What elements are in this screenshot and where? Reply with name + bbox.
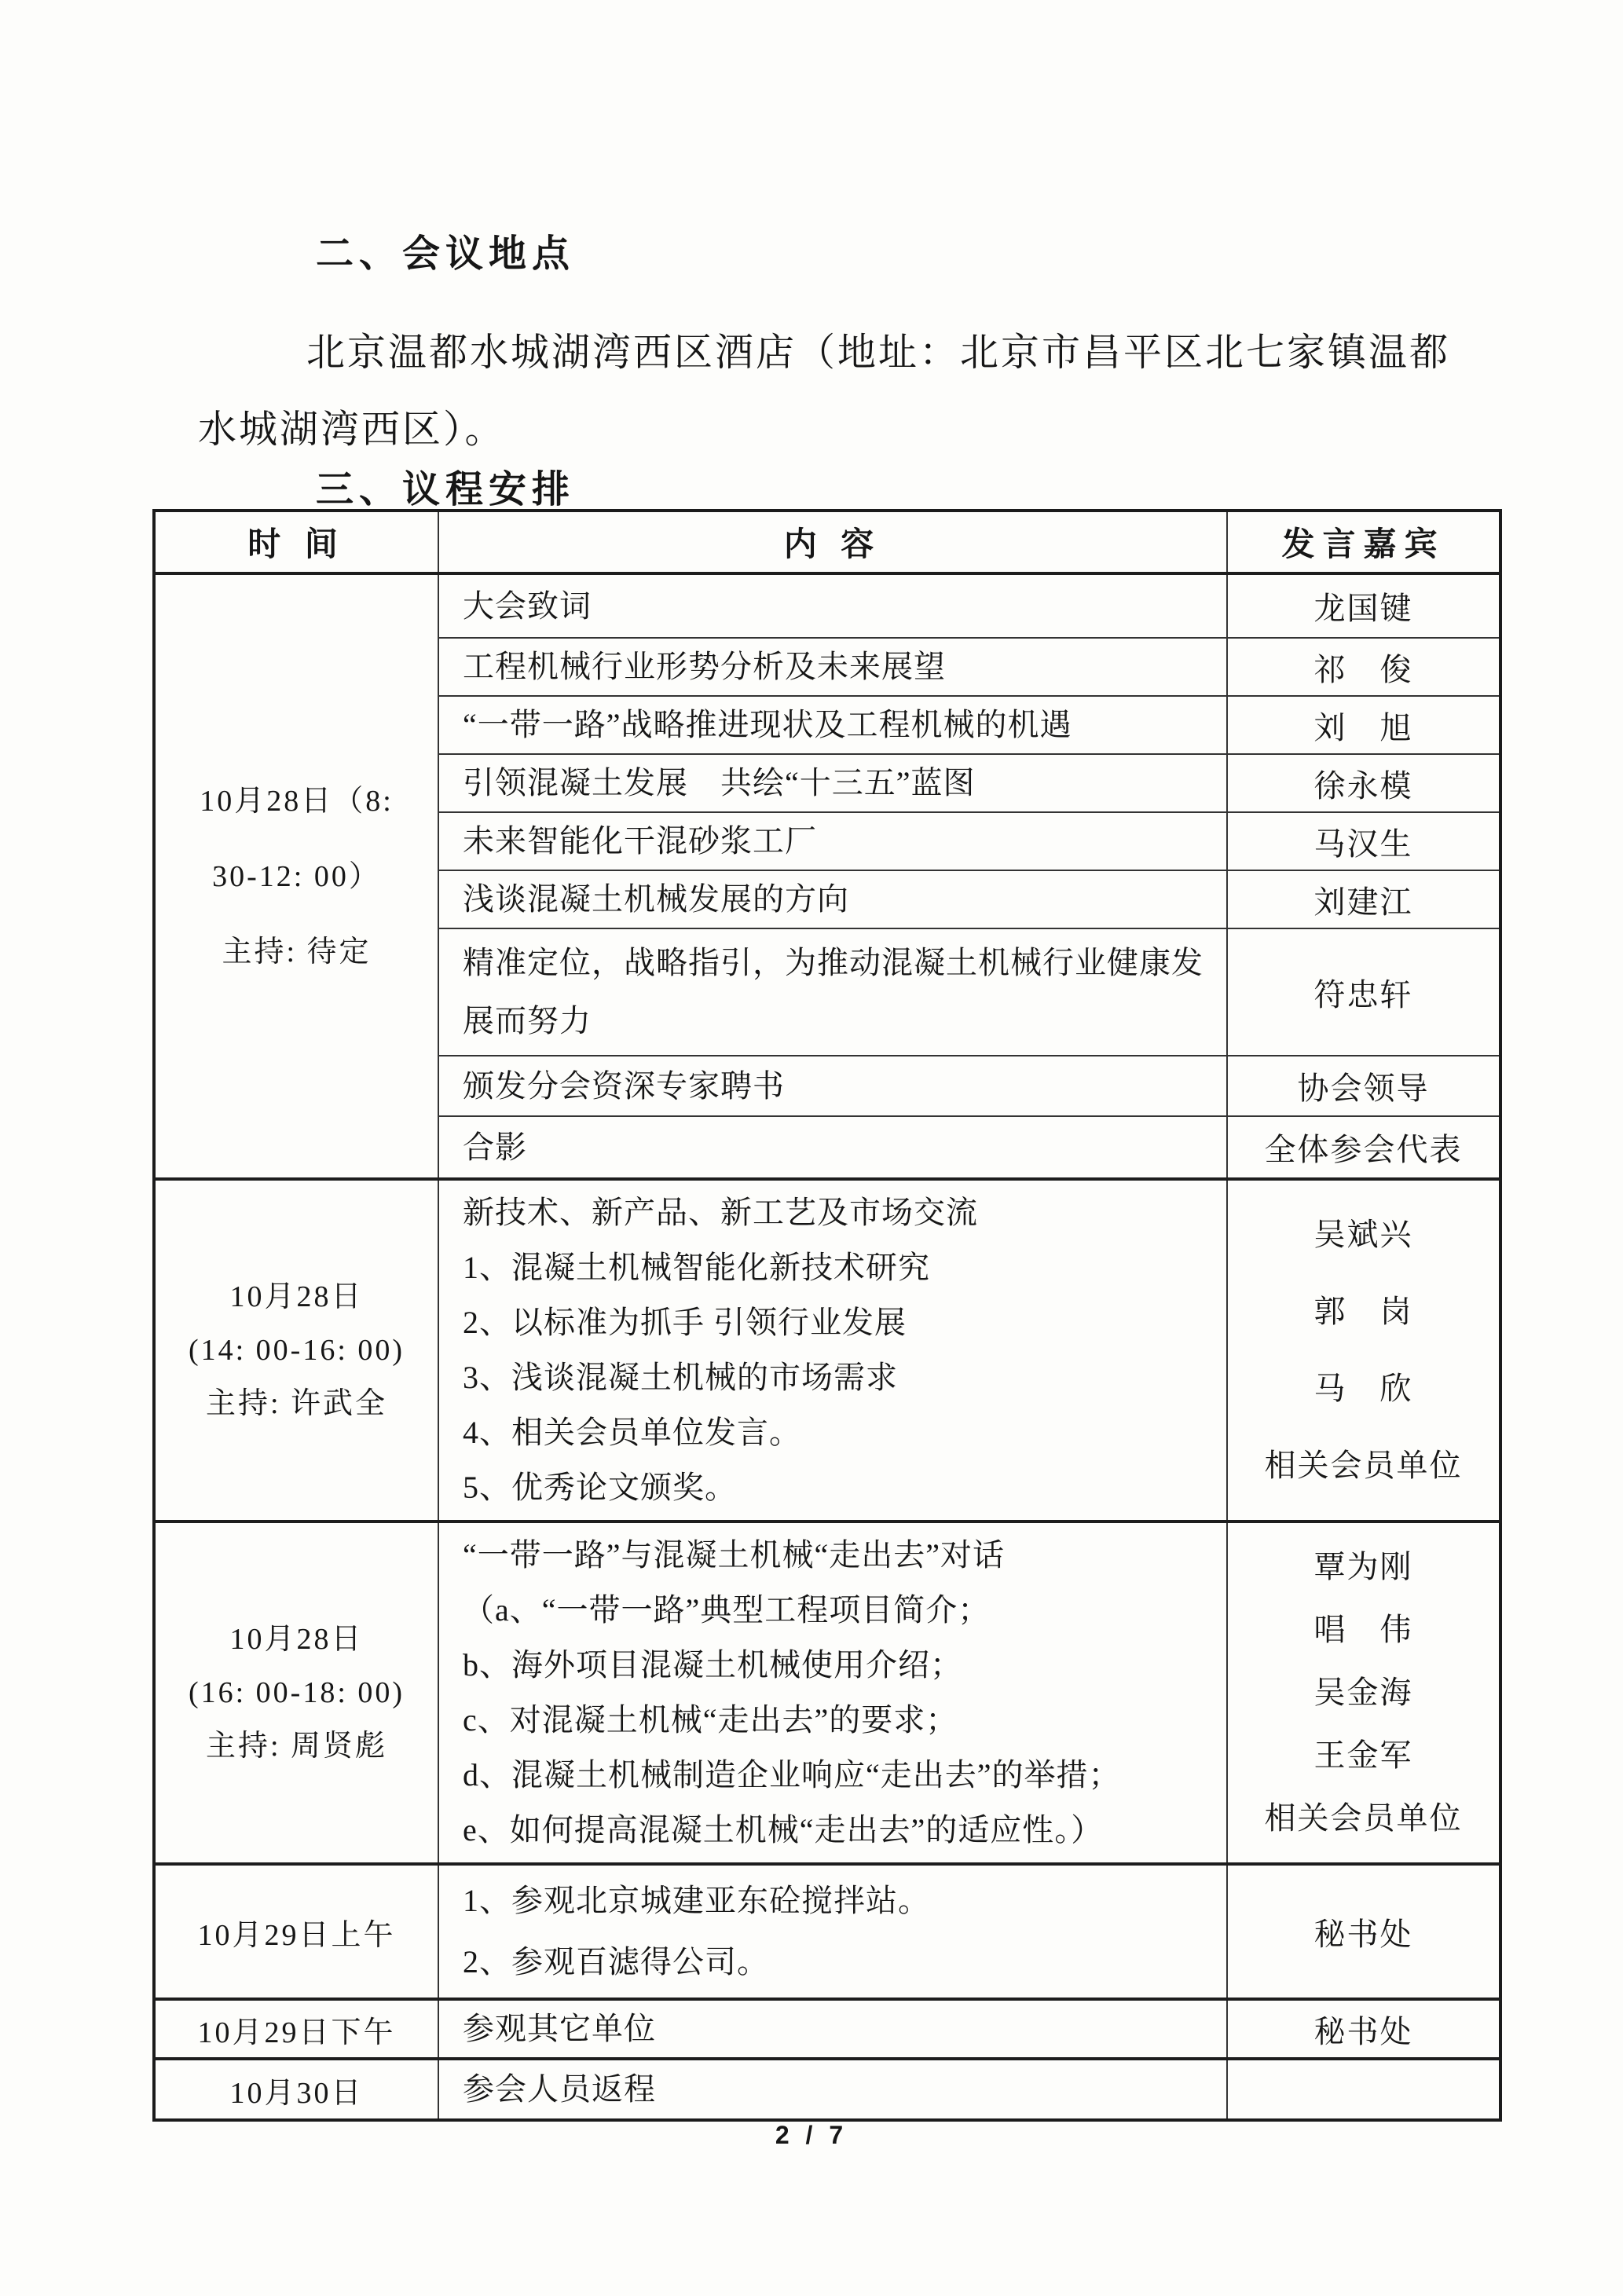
agenda-item: 精准定位，战略指引，为推动混凝土机械行业健康发展而努力: [438, 928, 1227, 1056]
agenda-row: [154, 573, 1500, 638]
agenda-speaker: 秘书处: [1227, 1999, 1500, 2059]
session1-time-cell: [154, 573, 438, 1179]
agenda-speaker: 秘书处: [1227, 1864, 1500, 1999]
agenda-speaker: 马汉生: [1227, 812, 1500, 870]
agenda-item: 新技术、新产品、新工艺及市场交流: [463, 1195, 978, 1230]
agenda-speaker: 吴斌兴: [1313, 1217, 1413, 1252]
agenda-row: [154, 1179, 1500, 1522]
session2-time-cell: [154, 1179, 438, 1522]
agenda-speaker: 刘建江: [1227, 870, 1500, 928]
session3-content-cell: [438, 1522, 1227, 1864]
agenda-speaker: 符忠轩: [1227, 928, 1500, 1056]
agenda-speaker: 龙国键: [1227, 573, 1500, 638]
agenda-item: 工程机械行业形势分析及未来展望: [438, 638, 1227, 696]
header-time: 时 间: [154, 511, 438, 573]
agenda-item: 1、参观北京城建亚东砼搅拌站。: [463, 1883, 930, 1918]
agenda-item: b、海外项目混凝土机械使用介绍；: [463, 1647, 962, 1683]
agenda-speaker: 徐永模: [1227, 754, 1500, 812]
agenda-item: 2、以标准为抓手 引领行业发展: [463, 1305, 907, 1340]
agenda-item: “一带一路”战略推进现状及工程机械的机遇: [438, 696, 1227, 754]
session4-time-cell: 10月29日上午: [154, 1864, 438, 1999]
session2-speaker-cell: [1227, 1179, 1500, 1522]
agenda-item: 未来智能化干混砂浆工厂: [438, 812, 1227, 870]
agenda-item: e、如何提高混凝土机械“走出去”的适应性。）: [463, 1812, 1104, 1847]
agenda-speaker: 王金军: [1313, 1738, 1413, 1773]
section-heading-meeting-location: 二、会议地点: [316, 233, 576, 275]
session1-time-line: 10月28日（8:: [200, 784, 394, 818]
agenda-item: 5、优秀论文颁奖。: [463, 1470, 737, 1505]
session3-time-line: (16: 00-18: 00): [188, 1676, 405, 1709]
agenda-speaker: 全体参会代表: [1227, 1116, 1500, 1179]
session1-time-line: 主持: 待定: [222, 935, 372, 969]
agenda-item: 浅谈混凝土机械发展的方向: [438, 870, 1227, 928]
agenda-item: 3、浅谈混凝土机械的市场需求: [463, 1360, 898, 1395]
session4-content-cell: [438, 1864, 1227, 1999]
agenda-item: （a、“一带一路”典型工程项目简介；: [463, 1592, 991, 1628]
session2-time-line: 10月28日: [229, 1280, 364, 1313]
session2-time-line: (14: 00-16: 00): [188, 1334, 405, 1367]
agenda-speaker: 协会领导: [1227, 1056, 1500, 1116]
location-line-1: 北京温都水城湖湾西区酒店（地址：北京市昌平区北七家镇温都: [306, 331, 1451, 374]
agenda-speaker: 唱 伟: [1313, 1612, 1413, 1647]
agenda-speaker: 吴金海: [1313, 1675, 1413, 1710]
location-line-2: 水城湖湾西区）。: [198, 408, 506, 451]
session3-time-line: 10月28日: [229, 1623, 364, 1656]
session1-time-line: 30-12: 00）: [212, 859, 381, 893]
section-heading-agenda: 三、议程安排: [316, 469, 576, 511]
agenda-item: 引领混凝土发展 共绘“十三五”蓝图: [438, 754, 1227, 812]
agenda-speaker: [1227, 2059, 1500, 2120]
header-content: 内 容: [438, 511, 1227, 573]
session2-time-line: 主持: 许武全: [205, 1387, 388, 1420]
header-speaker: 发言嘉宾: [1227, 511, 1500, 573]
agenda-item: “一带一路”与混凝土机械“走出去”对话: [463, 1537, 1006, 1573]
agenda-speaker: 刘 旭: [1227, 696, 1500, 754]
agenda-speaker: 马 欣: [1313, 1371, 1413, 1406]
agenda-item: 1、混凝土机械智能化新技术研究: [463, 1250, 930, 1285]
agenda-row: [154, 2059, 1500, 2120]
agenda-item: d、混凝土机械制造企业响应“走出去”的举措；: [463, 1757, 1121, 1792]
agenda-item: 参观其它单位: [438, 1999, 1227, 2059]
session2-content-cell: [438, 1179, 1227, 1522]
page-number: 2 / 7: [775, 2121, 848, 2149]
agenda-item: 4、相关会员单位发言。: [463, 1415, 801, 1450]
agenda-table: [152, 509, 1502, 2122]
agenda-speaker: 祁 俊: [1227, 638, 1500, 696]
agenda-item: 2、参观百滤得公司。: [463, 1944, 769, 1979]
agenda-speaker: 郭 岗: [1313, 1294, 1413, 1329]
session6-time-cell: 10月30日: [154, 2059, 438, 2120]
agenda-item: 合影: [438, 1116, 1227, 1179]
session5-time-cell: 10月29日下午: [154, 1999, 438, 2059]
agenda-item: 参会人员返程: [438, 2059, 1227, 2120]
session3-time-line: 主持: 周贤彪: [205, 1730, 388, 1763]
meeting-location-paragraph: [198, 314, 1518, 468]
agenda-item: 颁发分会资深专家聘书: [438, 1056, 1227, 1116]
agenda-speaker: 相关会员单位: [1264, 1448, 1463, 1483]
agenda-row: [154, 1999, 1500, 2059]
agenda-row: [154, 1522, 1500, 1864]
agenda-item: c、对混凝土机械“走出去”的要求；: [463, 1702, 958, 1738]
agenda-header-row: [154, 511, 1500, 573]
agenda-row: [154, 1864, 1500, 1999]
session3-speaker-cell: [1227, 1522, 1500, 1864]
agenda-speaker: 覃为刚: [1313, 1549, 1413, 1584]
agenda-item: 大会致词: [438, 573, 1227, 638]
session3-time-cell: [154, 1522, 438, 1864]
agenda-speaker: 相关会员单位: [1264, 1800, 1463, 1836]
